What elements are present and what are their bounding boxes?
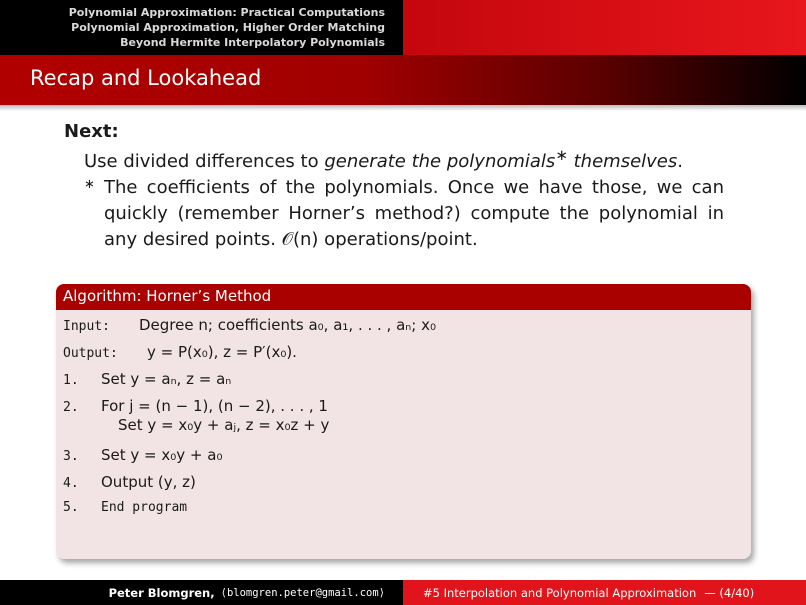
footnote-text: The coefficients of the polynomials. Once we have those, we can quickly (remember Horner’s method?) compute the polynomial in any desired points. 𝒪(n) operations/point. bbox=[104, 177, 724, 250]
algorithm-step: 4. Output (y, z) bbox=[63, 473, 196, 491]
section-link[interactable]: Polynomial Approximation: Practical Computations bbox=[68, 6, 385, 19]
algorithm-title: Algorithm: Horner’s Method bbox=[56, 284, 751, 310]
algorithm-step: 2. For j = (n − 1), (n − 2), . . . , 1 bbox=[63, 397, 328, 415]
algorithm-output-row: Output: y = P(x₀), z = P′(x₀). bbox=[63, 343, 297, 361]
next-line: Use divided differences to generate the polynomials∗ themselves. bbox=[84, 146, 683, 172]
algorithm-block bbox=[56, 284, 751, 559]
algorithm-substep: Set y = x₀y + aⱼ, z = x₀z + y bbox=[118, 416, 330, 434]
top-bar-accent bbox=[403, 0, 806, 55]
footer-section bbox=[403, 580, 806, 605]
section-link[interactable]: Polynomial Approximation, Higher Order Matching bbox=[71, 21, 385, 34]
top-navigation-bar bbox=[0, 0, 806, 55]
next-label: Next: bbox=[64, 121, 119, 142]
algorithm-step: 3. Set y = x₀y + a₀ bbox=[63, 446, 223, 464]
page-number: — (4/40) bbox=[704, 585, 755, 600]
algorithm-step: 1. Set y = aₙ, z = aₙ bbox=[63, 370, 232, 388]
title-bar bbox=[0, 55, 806, 105]
author-email[interactable]: ⟨blomgren.peter@gmail.com⟩ bbox=[220, 586, 385, 599]
footnote bbox=[84, 175, 744, 253]
footnote-marker: ∗ bbox=[84, 177, 95, 192]
footer-section-title[interactable]: #5 Interpolation and Polynomial Approximation bbox=[423, 585, 697, 600]
next-block bbox=[64, 121, 744, 253]
slide-title: Recap and Lookahead bbox=[30, 66, 262, 90]
footer-bar bbox=[0, 580, 806, 605]
algorithm-step: 5. End program bbox=[63, 500, 188, 515]
footer-author: Peter Blomgren, ⟨blomgren.peter@gmail.com⟩ bbox=[0, 580, 403, 605]
section-link[interactable]: Beyond Hermite Interpolatory Polynomials bbox=[120, 36, 385, 49]
section-list bbox=[0, 0, 403, 55]
algorithm-input-row: Input: Degree n; coefficients a₀, a₁, . . . , aₙ; x₀ bbox=[63, 316, 436, 334]
